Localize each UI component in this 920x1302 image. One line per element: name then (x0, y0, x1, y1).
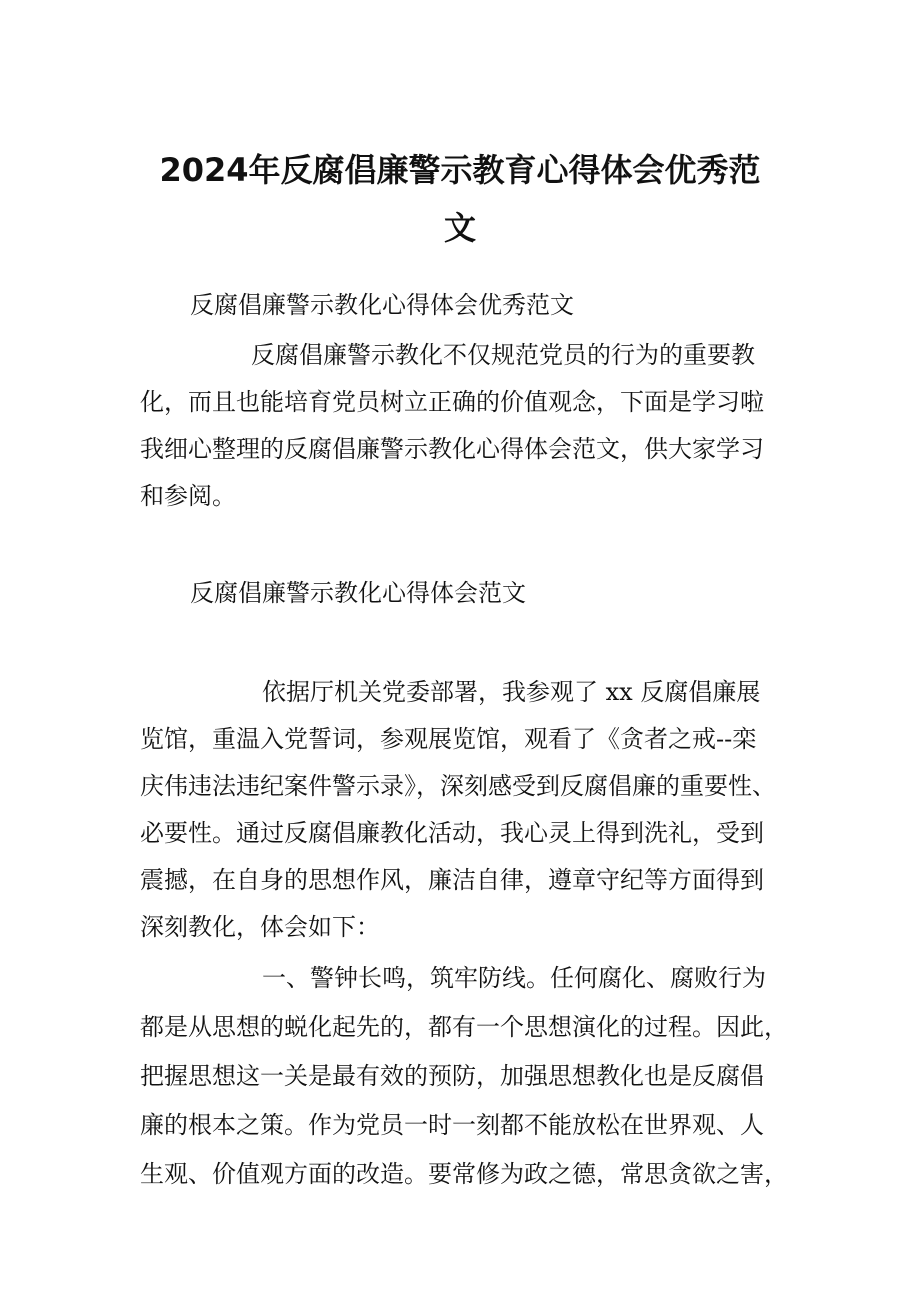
intro-line: 和参阅。 (140, 482, 236, 510)
paragraph-line: 震撼，在自身的思想作风，廉洁自律，遵章守纪等方面得到 (140, 866, 764, 894)
paragraph-line: 都是从思想的蜕化起先的，都有一个思想演化的过程。因此， (140, 1013, 788, 1041)
paragraph-line: 览馆，重温入党誓词，参观展览馆，观看了《贪者之戒--栾 (140, 725, 757, 753)
paragraph-line: 生观、价值观方面的改造。要常修为政之德，常思贪欲之害， (140, 1160, 788, 1188)
paragraph-line: 一、警钟长鸣，筑牢防线。任何腐化、腐败行为 (262, 964, 766, 992)
paragraph-line: 依据厅机关党委部署，我参观了 xx 反腐倡廉展 (262, 678, 761, 706)
document-title-line-2: 文 (443, 209, 476, 247)
section-heading: 反腐倡廉警示教化心得体会范文 (190, 579, 526, 607)
section-heading: 反腐倡廉警示教化心得体会优秀范文 (190, 291, 574, 319)
paragraph-line: 必要性。通过反腐倡廉教化活动，我心灵上得到洗礼，受到 (140, 819, 764, 847)
paragraph-line: 庆伟违法违纪案件警示录》，深刻感受到反腐倡廉的重要性、 (140, 772, 776, 800)
intro-line: 反腐倡廉警示教化不仅规范党员的行为的重要教 (251, 341, 755, 369)
paragraph-line: 把握思想这一关是最有效的预防，加强思想教化也是反腐倡 (140, 1062, 764, 1090)
paragraph-line: 廉的根本之策。作为党员一时一刻都不能放松在世界观、人 (140, 1111, 764, 1139)
paragraph-line: 深刻教化，体会如下： (140, 913, 380, 941)
intro-line: 化，而且也能培育党员树立正确的价值观念，下面是学习啦 (140, 388, 764, 416)
document-title-line-1: 2024年反腐倡廉警示教育心得体会优秀范 (159, 151, 761, 189)
intro-line: 我细心整理的反腐倡廉警示教化心得体会范文，供大家学习 (140, 435, 764, 463)
